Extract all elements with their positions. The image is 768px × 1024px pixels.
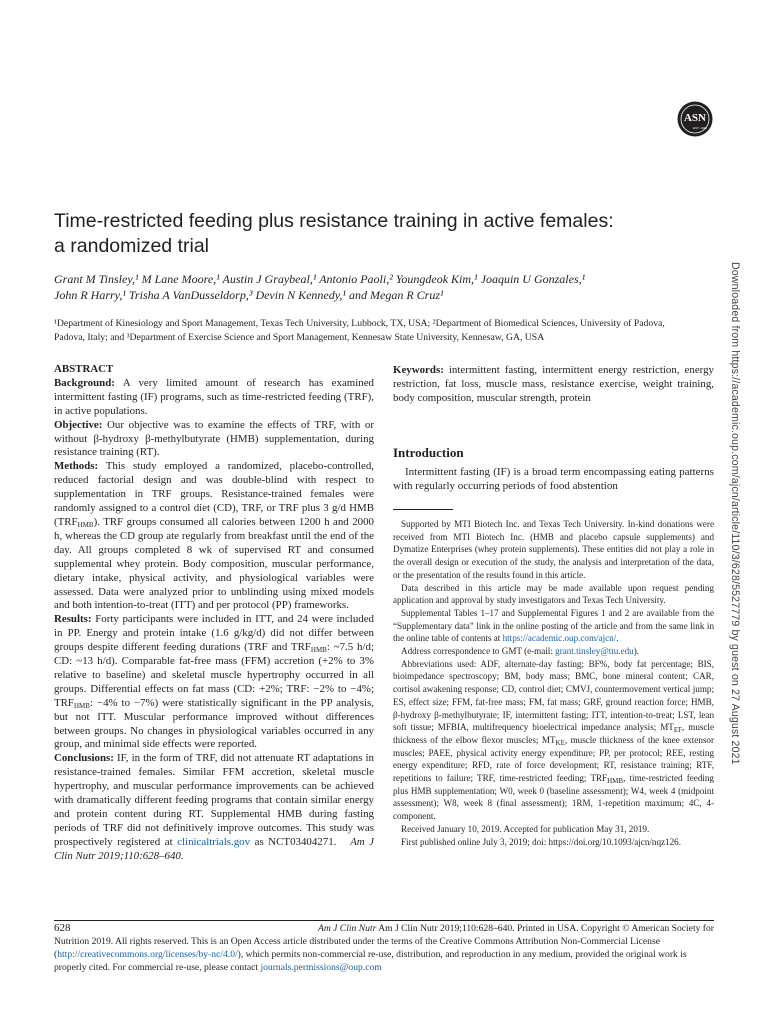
footnote-rule (393, 509, 453, 510)
abstract-objective: Objective: Our objective was to examine the effects of TRF, with or without β-hydroxy β-methylbutyrate (HMB) supplementation, during resistance training (RT). (54, 418, 374, 459)
affiliations (54, 317, 716, 344)
license-link[interactable]: http://creativecommons.org/licenses/by-nc/4.0/ (57, 949, 238, 960)
footer-rule (54, 920, 714, 921)
author-line: Grant M Tinsley,¹ M Lane Moore,¹ Austin J Graybeal,¹ Antonio Paoli,² Youngdeok Kim,¹ Joaquin U Gonzales,¹ (54, 272, 586, 286)
received-note: Received January 10, 2019. Accepted for publication May 31, 2019. (401, 823, 650, 834)
affiliation-line: Padova, Italy; and ³Department of Exercise Science and Sport Management, Kennesaw State University, Kennesaw, GA, USA (54, 331, 545, 343)
abstract-methods: Methods: This study employed a randomized, placebo-controlled, reduced factorial design and was double-blind with respect to supplementation in TRF groups. Resistance-trained females were randomly assigned to a control diet (CD), TRF, or TRF plus 3 g/d HMB $(TRF_{HMB})$. TRF groups consumed all calories between 1200 h and 2000 h, whereas the CD group ate regularly from breakfast until the end of the day. All groups completed 8 wk of supervised RT and consumed supplemental whey protein. Body composition, muscular performance, dietary intake, physical activity, and physiological variables were assessed. Data were analyzed prior to unblinding using mixed models and both intention-to-treat (ITT) and per protocol (PP) frameworks. (54, 460, 374, 612)
supplemental-note: Supplemental Tables 1–17 and Supplemental Figures 1 and 2 are available from the “Supplementary data” link in the online posting of the article and from the same link in the online table of contents at https://academic.oup.com/ajcn/. (393, 607, 714, 644)
page-number: 628 (54, 922, 71, 934)
keywords-label: Keywords: (393, 364, 444, 376)
clinicaltrials-link[interactable]: clinicaltrials.gov (177, 835, 251, 848)
logo-text: ASN (683, 112, 707, 124)
author-line: John R Harry,¹ Trisha A VanDusseldorp,³ Devin N Kennedy,¹ and Megan R Cruz¹ (54, 288, 444, 302)
download-watermark: Downloaded from https://academic.oup.com/ajcn/article/110/3/628/5527779 by guest on 27 August 2021 (729, 262, 741, 765)
email-link[interactable]: grant.tinsley@ttu.edu (555, 646, 634, 657)
title-line: Time-restricted feeding plus resistance training in active females: (54, 210, 614, 232)
correspondence-note: Address correspondence to GMT (e-mail: grant.tinsley@ttu.edu). (401, 646, 640, 657)
permissions-email-link[interactable]: journals.permissions@oup.com (260, 962, 382, 973)
author-list (54, 271, 714, 303)
logo-subtext: EST. 1928 (693, 126, 707, 130)
funding-note: Supported by MTI Biotech Inc. and Texas Tech University. In-kind donations were received from MTI Biotech Inc. (HMB and placebo capsule supplements) and Dymatize Enterprises (whey protein supplements). These entities did not play a role in the overall design or execution of the study, the analysis and interpretation of the data, or the presentation of the results found in this article. (393, 519, 714, 580)
abbreviations-note: Abbreviations used: ADF, alternate-day fasting; BF%, body fat percentage; BIS, bioimpedance spectroscopy; BM, body mass; BMC, bone mineral content; CAR, cortisol awakening response; CD, control diet; CMVJ, countermovement vertical jump; ES, effect size; FFM, fat-free mass; FM, fat mass; GRF, ground reaction force; HMB, β-hydroxy β-methylbutyrate; IF, intermittent fasting; ITT, intention-to-treat; LST, lean soft tissue; MFBIA, multifrequency bioelectrical impedance analysis; $MT_{EF}$, muscle thickness of the elbow flexor muscles; $MT_{KE}$, muscle thickness of the knee extensor muscles; PAEE, physical activity energy expenditure; PP, per protocol; REE, resting energy expenditure; RFD, rate of force development; RT, resistance training; RTF, repetitions to failure; TRF, time-restricted feeding; $TRF_{HMB}$, time-restricted feeding plus HMB supplementation; W0, week 0 (baseline assessment); W4, week 4 (midpoint assessment); W8, week 8 (final assessment); 1RM, 1-repetition maximum; 4C, 4-component. (393, 658, 714, 822)
abstract-background: Background: A very limited amount of research has examined intermittent fasting (IF) programs, such as time-restricted feeding (TRF), in active populations. (54, 376, 375, 417)
published-note: First published online July 3, 2019; doi: https://doi.org/10.1093/ajcn/nqz126. (401, 836, 681, 847)
data-availability-note: Data described in this article may be made available upon request pending application and approval by study investigators and Texas Tech University. (393, 582, 714, 606)
title-line: a randomized trial (54, 235, 209, 257)
keywords (393, 364, 714, 406)
introduction-heading: Introduction (393, 445, 464, 460)
introduction-text: Intermittent fasting (IF) is a broad term encompassing eating patterns with regularly occurring periods of food abstention (393, 466, 714, 492)
abstract-results: Results: Forty participants were included in ITT, and 24 were included in PP. Energy and protein intake (1.6 g/kg/d) did not differ between groups despite different feeding durations (TRF and $TRF_{HMB}$: ~7.5 h/d; CD: ~13 h/d). Comparable fat-free mass (FFM) accretion (+2% to 3% relative to baseline) and skeletal muscle hypertrophy occurred in all groups. Differential effects on fat mass (CD: +2%; TRF: −2% to −4%; $TRF_{HMB}$: −4% to −7%) were statistically significant in the PP analysis, but not ITT. Muscular performance improved without differences between groups. No changes in physiological variables occurred in any group, and minimal side effects were reported. (54, 613, 374, 751)
abstract-conclusions: Conclusions: IF, in the form of TRF, did not attenuate RT adaptations in resistance-trained females. Similar FFM accretion, skeletal muscle hypertrophy, and muscular performance improvements can be achieved with dramatically different feeding programs that contain similar energy and protein content during RT. Supplemental HMB during fasting periods of TRF did not definitively improve outcomes. This study was prospectively registered at clinicaltrials.gov as NCT03404271. Am J Clin Nutr 2019;110:628–640. (54, 752, 374, 862)
abstract-heading: ABSTRACT (54, 363, 114, 375)
footer-citation: Am J Clin Nutr Am J Clin Nutr 2019;110:628–640. Printed in USA. Copyright © American Society for (317, 923, 714, 934)
abstract-citation: Am J Clin Nutr 2019;110:628–640. (54, 835, 374, 862)
footnotes (393, 518, 714, 848)
page-footer (54, 922, 714, 974)
supplemental-link[interactable]: https://academic.oup.com/ajcn/ (502, 633, 617, 644)
asn-logo (676, 100, 714, 138)
keywords-text: intermittent fasting, intermittent energy restriction, energy restriction, fat loss, muscle mass, resistance exercise, weight training, body composition, muscular strength, protein (393, 364, 714, 404)
affiliation-line: ¹Department of Kinesiology and Sport Management, Texas Tech University, Lubbock, TX, USA; ²Department of Biomedical Sciences, University of Padova, (54, 318, 665, 329)
article-title (54, 209, 714, 259)
license-text: Nutrition 2019. All rights reserved. This is an Open Access article distributed under the terms of the Creative Commons Attribution Non-Commercial License (http://creativecommons.org/licenses/by-nc/4.0/), which permits non-commercial re-use, distribution, and reproduction in any medium, provided the original work is properly cited. For commercial re-use, please contact journals.permissions@oup.com (54, 936, 687, 973)
abstract (54, 363, 374, 864)
